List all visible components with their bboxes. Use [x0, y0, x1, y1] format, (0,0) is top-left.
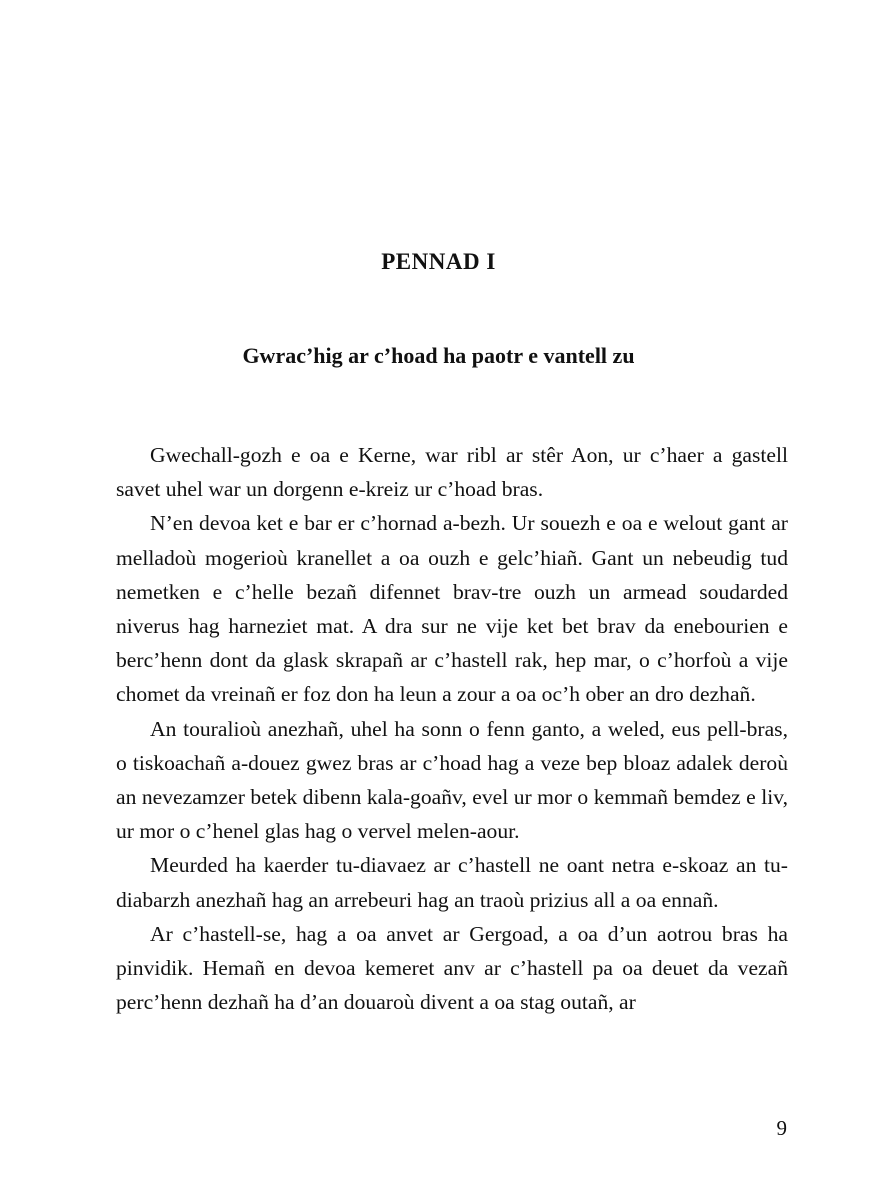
paragraph-5: Ar c’hastell-se, hag a oa anvet ar Gergoad, a oa d’un aotrou bras ha pinvidik. Hemañ en devoa kemeret anv ar c’hastell pa oa deuet da vezañ perc’henn dezhañ ha d’an douaroù divent a oa stag outañ, ar [116, 921, 788, 1015]
paragraph-1: Gwechall-gozh e oa e Kerne, war ribl ar stêr Aon, ur c’haer a gastell savet uhel war un dorgenn e-kreiz ur c’hoad bras. [116, 443, 788, 502]
body-text [116, 438, 788, 1019]
paragraph-3: An touralioù anezhañ, uhel ha sonn o fenn ganto, a weled, eus pell-bras, o tiskoachañ a-douez gwez bras ar c’hoad hag a veze bep bloaz adalek deroù an nevezamzer betek dibenn kala-goañv, evel ur mor o kemmañ bemdez e liv, ur mor o c’henel glas hag o vervel melen-aour. [116, 716, 788, 844]
paragraph-4: Meurded ha kaerder tu-diavaez ar c’hastell ne oant netra e-skoaz an tu-diabarzh anezhañ hag an arrebeuri hag an traoù prizius all a oa ennañ. [116, 853, 788, 912]
chapter-title: Gwrac’hig ar c’hoad ha paotr e vantell zu [242, 343, 635, 368]
page-number: 9 [776, 1116, 787, 1140]
paragraph-2: N’en devoa ket e bar er c’hornad a-bezh. Ur souezh e oa e welout gant ar melladoù mogerioù kranellet a oa ouzh e gelc’hiañ. Gant un nebeudig tud nemetken e c’helle bezañ difennet brav-tre ouzh un armead soudarded niverus hag harneziet mat. A dra sur ne vije ket bet brav da enebourien e berc’henn dont da glask skrapañ ar c’hastell rak, hep mar, o c’horfoù a vije chomet da vreinañ er foz don ha leun a zour a oa oc’h ober an dro dezhañ. [116, 511, 788, 707]
chapter-label: PENNAD I [381, 249, 496, 274]
